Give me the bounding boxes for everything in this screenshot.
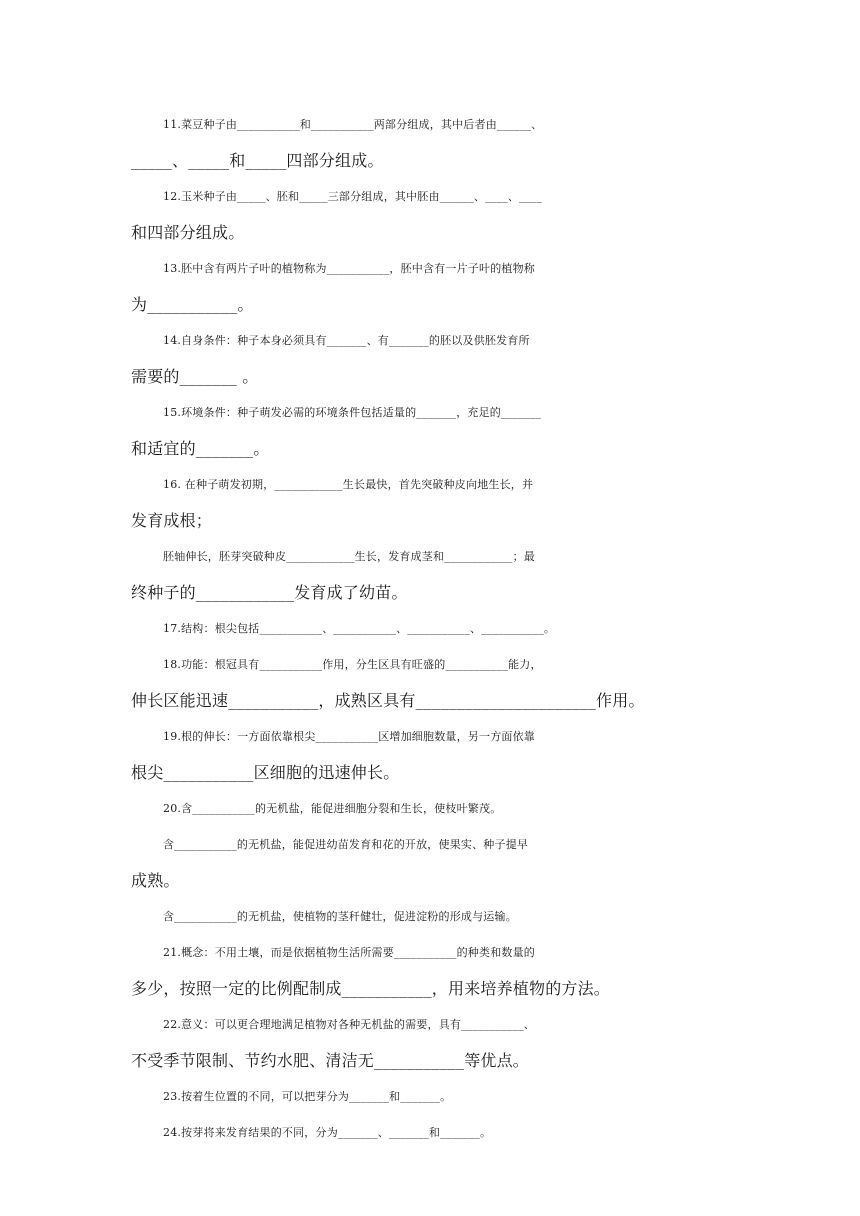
text-line: 14.自身条件：种子本身必须具有_______、有_______的胚以及供胚发育所 [163,334,530,347]
text-line: 23.按着生位置的不同，可以把芽分为_______和_______。 [163,1090,452,1103]
text-line: 多少，按照一定的比例配制成___________，用来培养植物的方法。 [131,979,611,998]
text-line: 成熟。 [131,871,180,890]
text-line: 18.功能：根冠具有___________作用，分生区具有旺盛的___________能力， [163,658,542,671]
text-line: 13.胚中含有两片子叶的植物称为___________，胚中含有一片子叶的植物称 [163,262,535,275]
text-line: 11.菜豆种子由___________和___________两部分组成，其中后者由______、 [163,118,543,131]
text-line: 16. 在种子萌发初期，____________生长最快，首先突破种皮向地生长，并 [163,478,534,491]
text-line: 15.环境条件：种子萌发必需的环境条件包括适量的_______，充足的_______ [163,406,541,419]
text-line: 含___________的无机盐，能促进幼苗发育和花的开放，使果实、种子提早 [163,838,529,851]
text-line: 和适宜的_______。 [131,439,270,458]
text-line: 19.根的伸长：一方面依靠根尖___________区增加细胞数量，另一方面依靠 [163,730,535,743]
text-line: 伸长区能迅速___________，成熟区具有______________________作用。 [131,691,645,710]
text-line: 为___________。 [131,295,254,314]
text-line: 胚轴伸长，胚芽突破种皮____________生长，发育成茎和____________；最 [163,550,535,563]
text-line: 根尖___________区细胞的迅速伸长。 [131,763,400,782]
text-line: 21.概念：不用土壤，而是依据植物生活所需要___________的种类和数量的 [163,946,535,959]
text-line: 和四部分组成。 [131,223,245,242]
question-list [131,107,731,1151]
text-line: 需要的_______ 。 [131,367,259,386]
text-line: 12.玉米种子由_____、胚和_____三部分组成，其中胚由______、____、____ [163,190,542,203]
text-line: 22.意义：可以更合理地满足植物对各种无机盐的需要，具有___________、 [163,1018,535,1031]
text-line: 17.结构：根尖包括___________、___________、___________、___________。 [163,622,556,635]
text-line: 不受季节限制、节约水肥、清洁无___________等优点。 [131,1051,530,1070]
text-line: 终种子的____________发育成了幼苗。 [131,583,408,602]
text-line: 24.按芽将来发育结果的不同，分为_______、_______和_______。 [163,1126,492,1139]
text-line: 含___________的无机盐，使植物的茎秆健壮，促进淀粉的形成与运输。 [163,910,517,923]
text-line: 发育成根； [131,511,213,530]
text-line: _____、_____和_____四部分组成。 [131,151,384,170]
text-line: 20.含___________的无机盐，能促进细胞分裂和生长，使枝叶繁茂。 [163,802,502,815]
